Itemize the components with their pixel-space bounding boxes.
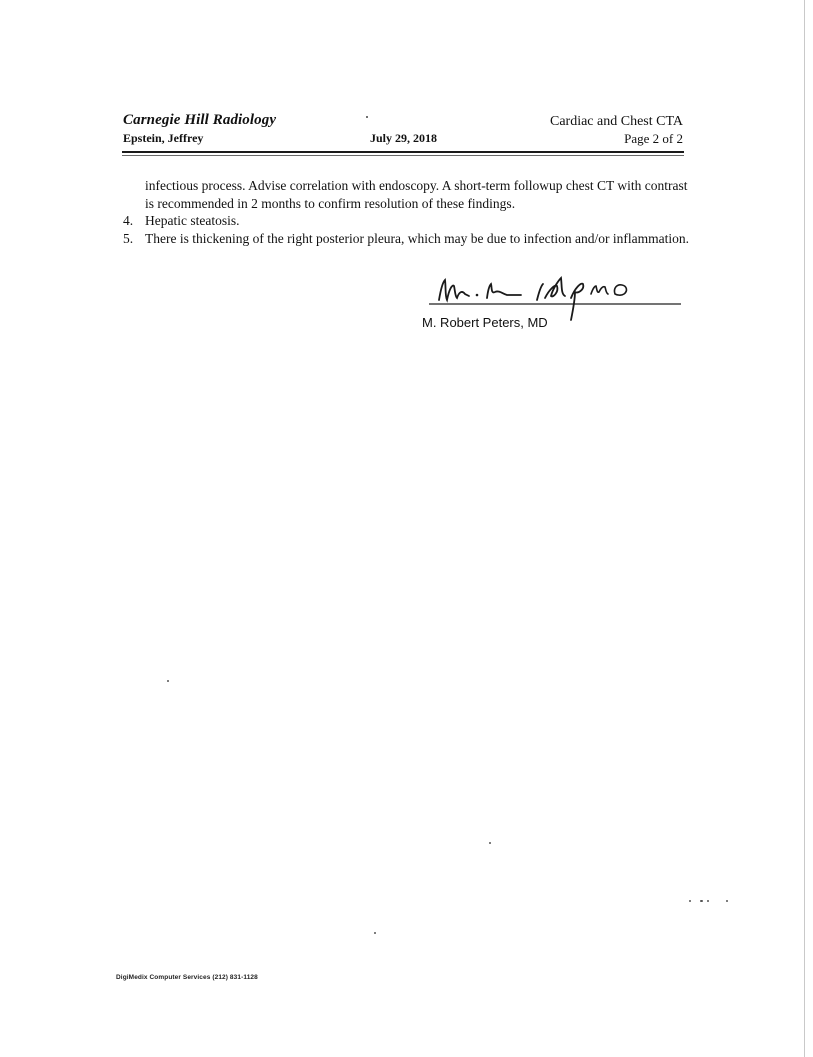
header-divider (122, 151, 684, 153)
impression-continuation: infectious process. Advise correlation with endoscopy. A short-term followup chest CT with contrast is recommended in 2 months to confirm resolution of these findings. (145, 178, 688, 211)
scan-speck (707, 900, 709, 902)
finding-text: Hepatic steatosis. (145, 213, 240, 228)
finding-number: 5. (123, 231, 134, 246)
scan-speck (366, 116, 368, 118)
page-number: Page 2 of 2 (624, 131, 683, 146)
patient-name: Epstein, Jeffrey (123, 131, 204, 145)
signature-stroke (614, 285, 626, 295)
finding-item (123, 230, 693, 248)
finding-item (123, 212, 693, 230)
finding-number: 4. (123, 213, 134, 228)
findings-list (123, 212, 693, 248)
scan-speck (167, 680, 169, 682)
footer-vendor: DigiMedix Computer Services (212) 831-1128 (116, 974, 258, 981)
signature-stroke (487, 284, 521, 298)
signature-stroke (591, 286, 608, 294)
header-divider-thin (122, 155, 684, 156)
signature-stroke (439, 280, 469, 300)
scan-speck (726, 900, 728, 902)
signer-name: M. Robert Peters, MD (422, 315, 548, 330)
practice-name: Carnegie Hill Radiology (123, 112, 277, 128)
scan-speck (689, 900, 691, 902)
page-edge (804, 0, 805, 1057)
report-date: July 29, 2018 (370, 131, 438, 145)
scan-speck (489, 842, 491, 844)
scan-speck (700, 900, 703, 902)
finding-text: There is thickening of the right posterior pleura, which may be due to infection and/or inflammation. (145, 231, 689, 246)
scan-speck (374, 932, 376, 934)
signature-stroke (537, 278, 565, 300)
signature-stroke (476, 294, 479, 297)
signature-stroke (571, 284, 583, 320)
exam-title: Cardiac and Chest CTA (549, 114, 683, 129)
